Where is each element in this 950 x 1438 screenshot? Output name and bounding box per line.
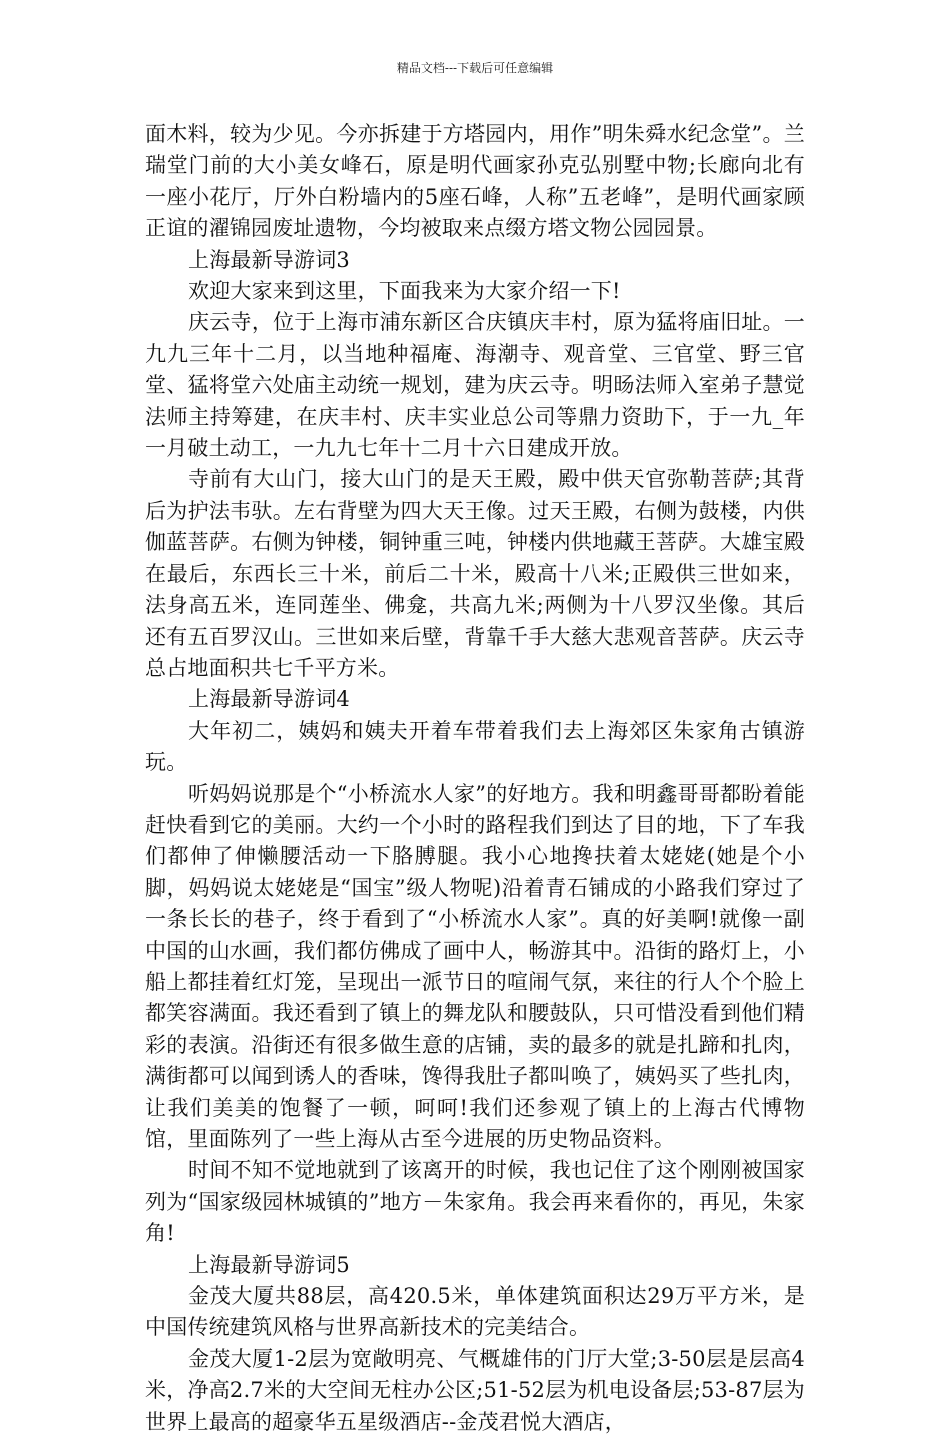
page-header: 精品文档---下载后可任意编辑	[396, 61, 554, 75]
paragraph: 欢迎大家来到这里，下面我来为大家介绍一下!	[188, 279, 621, 304]
paragraph-continuation: 面木料，较为少见。今亦拆建于方塔园内，用作”明朱舜水纪念堂”。兰瑞堂门前的大小美女峰石，原是明代画家孙克弘别墅中物;长廊向北有一座小花厅，厅外白粉墙内的5座石峰，人称”五老峰”，是明代画家顾正谊的濯锦园废址遗物，今均被取来点缀方塔文物公园园景。	[145, 122, 805, 241]
paragraph: 大年初二，姨妈和姨夫开着车带着我们去上海郊区朱家角古镇游玩。	[145, 718, 805, 775]
paragraph: 寺前有大山门，接大山门的是天王殿，殿中供天官弥勒菩萨;其背后为护法韦驮。左右背壁为四大天王像。过天王殿，右侧为鼓楼，内供伽蓝菩萨。右侧为钟楼，铜钟重三吨，钟楼内供地藏王菩萨。大雄宝殿在最后，东西长三十米，前后二十米，殿高十八米;正殿供三世如来，法身高五米，连同莲坐、佛龛，共高九米;两侧为十八罗汉坐像。其后还有五百罗汉山。三世如来后壁，背靠千手大慈大悲观音菩萨。庆云寺总占地面积共七千平方米。	[145, 467, 805, 680]
paragraph: 听妈妈说那是个“小桥流水人家”的好地方。我和明鑫哥哥都盼着能赶快看到它的美丽。大约一个小时的路程我们到达了目的地，下了车我们都伸了伸懒腰活动一下胳膊腿。我小心地搀扶着太姥姥(她是个小脚，妈妈说太姥姥是“国宝”级人物呢)沿着青石铺成的小路我们穿过了一条长长的巷子，终于看到了“小桥流水人家”。真的好美啊!就像一副中国的山水画，我们都仿佛成了画中人，畅游其中。沿街的路灯上，小船上都挂着红灯笼，呈现出一派节日的喧闹气氛，来往的行人个个脸上都笑容满面。我还看到了镇上的舞龙队和腰鼓队，只可惜没看到他们精彩的表演。沿街还有很多做生意的店铺，卖的最多的就是扎蹄和扎肉，满街都可以闻到诱人的香味，馋得我肚子都叫唤了，姨妈买了些扎肉，让我们美美的饱餐了一顿，呵呵!我们还参观了镇上的上海古代博物馆，里面陈列了一些上海从古至今进展的历史物品资料。	[145, 781, 805, 1151]
paragraph: 金茂大厦1-2层为宽敞明亮、气概雄伟的门厅大堂;3-50层是层高4米，净高2.7米的大空间无柱办公区;51-52层为机电设备层;53-87层为世界上最高的超豪华五星级酒店--金茂君悦大酒店，	[145, 1346, 805, 1434]
paragraph: 庆云寺，位于上海市浦东新区合庆镇庆丰村，原为猛将庙旧址。一九九三年十二月，以当地种福庵、海潮寺、观音堂、三官堂、野三官堂、猛将堂六处庙主动统一规划，建为庆云寺。明旸法师入室弟子慧觉法师主持筹建，在庆丰村、庆丰实业总公司等鼎力资助下，于一九_年一月破土动工，一九九七年十二月十六日建成开放。	[145, 310, 805, 461]
paragraph: 金茂大厦共88层，高420.5米，单体建筑面积达29万平方米，是中国传统建筑风格与世界高新技术的完美结合。	[145, 1284, 805, 1340]
paragraph: 时间不知不觉地就到了该离开的时候，我也记住了这个刚刚被国家列为“国家级园林城镇的”地方－朱家角。我会再来看你的，再见，朱家角!	[145, 1158, 805, 1246]
section-heading-5: 上海最新导游词5	[188, 1252, 350, 1277]
section-heading-3: 上海最新导游词3	[188, 247, 350, 272]
document-body	[145, 119, 805, 1438]
section-heading-4: 上海最新导游词4	[188, 687, 350, 712]
